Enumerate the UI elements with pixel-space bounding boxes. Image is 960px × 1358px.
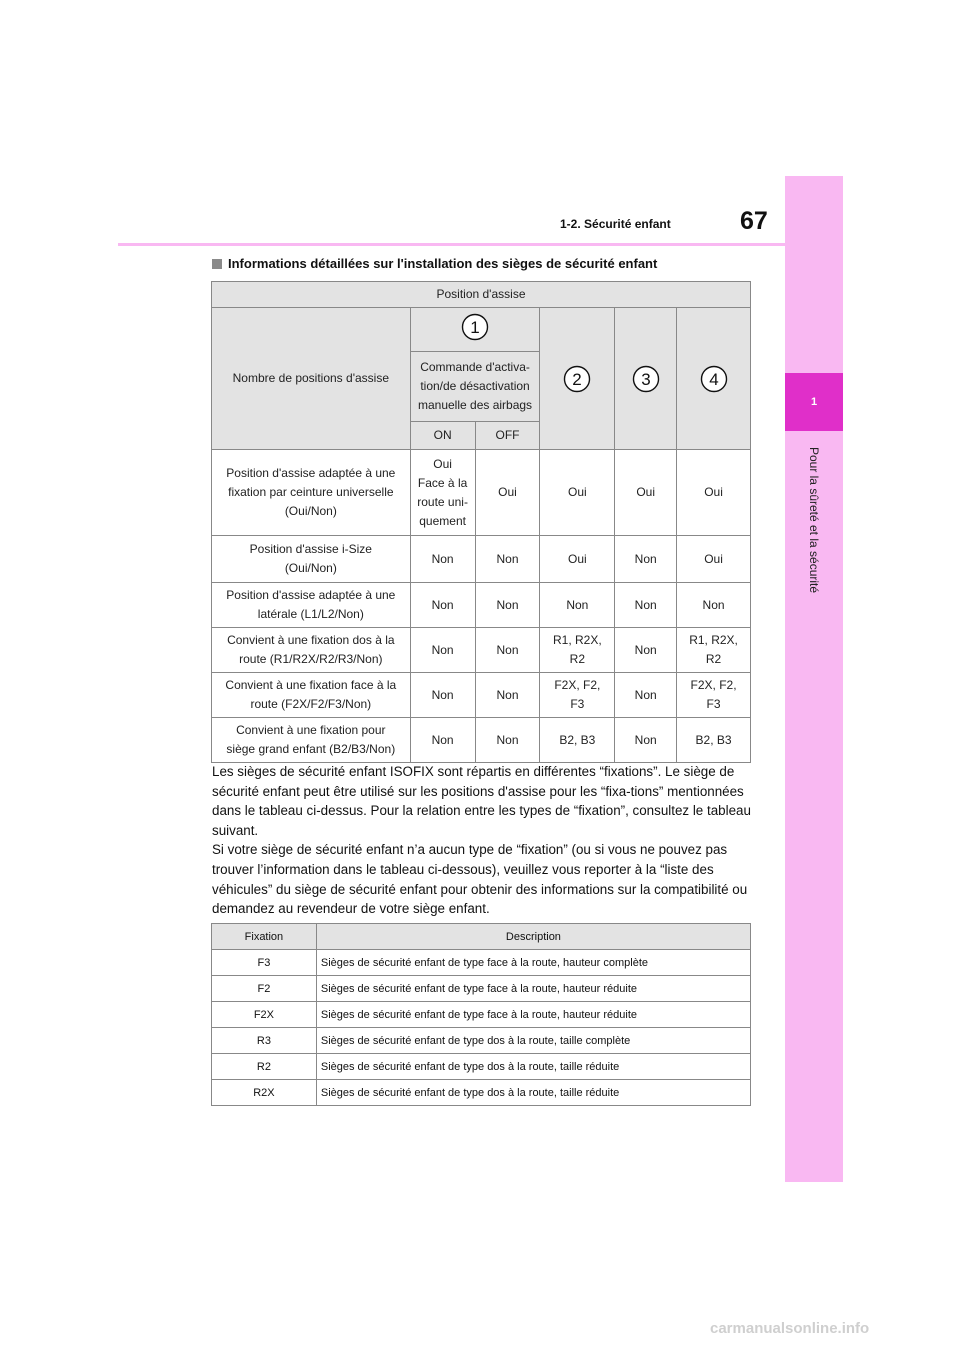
row-label: Position d'assise i-Size (Oui/Non) (212, 536, 411, 583)
row-label: Position d'assise adaptée à une fixation par ceinture universelle (Oui/Non) (212, 450, 411, 536)
seat-4-number: 4 (708, 369, 719, 389)
cell-off: Non (475, 583, 540, 628)
row-label: Position d'assise adaptée à une latérale (L1/L2/Non) (212, 583, 411, 628)
table-row (212, 673, 751, 718)
airbag-line-3: manuelle des airbags (417, 398, 533, 412)
table-row (212, 583, 751, 628)
fixation-code: R2 (212, 1054, 317, 1080)
fixation-description: Sièges de sécurité enfant de type face à la route, hauteur complète (316, 950, 750, 976)
cell-off: Non (475, 536, 540, 583)
cell-seat-4: B2, B3 (677, 718, 751, 763)
fixation-code: F3 (212, 950, 317, 976)
airbag-control-header (410, 352, 540, 422)
chapter-number-box (785, 373, 843, 431)
table-row (212, 536, 751, 583)
cell-seat-3: Non (615, 536, 677, 583)
cell-on: Non (410, 583, 475, 628)
heading-bullet-icon (212, 259, 222, 269)
cell-on: Oui Face à la route uni- quement (410, 450, 475, 536)
fixation-description: Sièges de sécurité enfant de type dos à la route, taille réduite (316, 1054, 750, 1080)
cell-seat-3: Non (615, 583, 677, 628)
cell-seat-4: R1, R2X, R2 (677, 628, 751, 673)
table-row (212, 450, 751, 536)
heading-text: Informations détaillées sur l'installation des sièges de sécurité enfant (228, 256, 658, 271)
seat-3-number: 3 (640, 369, 651, 389)
cell-seat-2: R1, R2X, R2 (540, 628, 615, 673)
page-number: 67 (740, 207, 768, 235)
cell-seat-3: Oui (615, 450, 677, 536)
table-row (212, 976, 751, 1002)
paragraph-1: Les sièges de sécurité enfant ISOFIX sont répartis en différentes “fixations”. Le siège de sécurité enfant peut être utilisé sur les positions d'assise pour les “fixa-tions” mentionnées dans le tableau ci-dessus. Pour la relation entre les types de “fixation”, consultez le tableau suivant. (212, 764, 751, 838)
chapter-side-tab (785, 176, 843, 1182)
cell-seat-3: Non (615, 673, 677, 718)
seat-compatibility-table (211, 281, 751, 763)
cell-seat-3: Non (615, 718, 677, 763)
seat-2-number: 2 (572, 369, 583, 389)
cell-seat-4: Non (677, 583, 751, 628)
section-heading (212, 256, 657, 271)
fixation-table (211, 923, 751, 1106)
seat-1-number-icon (461, 313, 489, 341)
seat-1-number-cell (410, 308, 540, 352)
watermark: carmanualsonline.info (710, 1320, 870, 1337)
cell-seat-2: B2, B3 (540, 718, 615, 763)
section-reference: 1-2. Sécurité enfant (560, 217, 671, 231)
seat-3-number-icon (632, 365, 660, 393)
table-row (212, 718, 751, 763)
row-label: Convient à une fixation pour siège grand enfant (B2/B3/Non) (212, 718, 411, 763)
fixation-code: R2X (212, 1080, 317, 1106)
position-header: Position d'assise (212, 282, 751, 308)
cell-off: Non (475, 718, 540, 763)
cell-seat-3: Non (615, 628, 677, 673)
chapter-label: Pour la sûreté et la sécurité (807, 446, 821, 594)
seat-count-label: Nombre de positions d'assise (212, 308, 411, 450)
cell-on: Non (410, 536, 475, 583)
fixation-header: Fixation (212, 924, 317, 950)
fixation-description: Sièges de sécurité enfant de type dos à la route, taille réduite (316, 1080, 750, 1106)
cell-seat-2: Oui (540, 450, 615, 536)
fixation-code: R3 (212, 1028, 317, 1054)
table-row (212, 1054, 751, 1080)
seat-1-number: 1 (470, 317, 480, 337)
table-row (212, 1080, 751, 1106)
row-label: Convient à une fixation face à la route (F2X/F2/F3/Non) (212, 673, 411, 718)
airbag-off-label: OFF (475, 422, 540, 450)
fixation-description: Sièges de sécurité enfant de type dos à la route, taille complète (316, 1028, 750, 1054)
fixation-code: F2X (212, 1002, 317, 1028)
row-label: Convient à une fixation dos à la route (R1/R2X/R2/R3/Non) (212, 628, 411, 673)
paragraph-2: Si votre siège de sécurité enfant n’a aucun type de “fixation” (ou si vous ne pouvez pas trouver l’information dans le tableau ci-dessous), veuillez vous reporter à la “liste des véhicules” du siège de sécurité enfant pour obtenir des informations sur la compatibilité ou demandez au revendeur de votre siège enfant. (212, 842, 748, 917)
airbag-line-1: Commande d'activa- (420, 360, 530, 374)
cell-seat-2: Oui (540, 536, 615, 583)
description-header: Description (316, 924, 750, 950)
cell-off: Non (475, 628, 540, 673)
seat-2-number-icon (563, 365, 591, 393)
cell-on: Non (410, 673, 475, 718)
fixation-description: Sièges de sécurité enfant de type face à la route, hauteur réduite (316, 976, 750, 1002)
fixation-description: Sièges de sécurité enfant de type face à la route, hauteur réduite (316, 1002, 750, 1028)
table-row (212, 1028, 751, 1054)
seat-4-number-icon (700, 365, 728, 393)
cell-off: Non (475, 673, 540, 718)
cell-on: Non (410, 718, 475, 763)
cell-seat-4: F2X, F2, F3 (677, 673, 751, 718)
seat-4-number-cell (677, 308, 751, 450)
cell-seat-4: Oui (677, 536, 751, 583)
cell-seat-2: Non (540, 583, 615, 628)
header-rule (118, 243, 785, 246)
seat-3-number-cell (615, 308, 677, 450)
body-paragraph (212, 762, 752, 919)
cell-seat-4: Oui (677, 450, 751, 536)
airbag-on-label: ON (410, 422, 475, 450)
seat-2-number-cell (540, 308, 615, 450)
chapter-number: 1 (810, 396, 818, 408)
cell-off: Oui (475, 450, 540, 536)
fixation-code: F2 (212, 976, 317, 1002)
table-row (212, 950, 751, 976)
cell-seat-2: F2X, F2, F3 (540, 673, 615, 718)
airbag-line-2: tion/de désactivation (420, 379, 530, 393)
table-row (212, 1002, 751, 1028)
table-row (212, 628, 751, 673)
cell-on: Non (410, 628, 475, 673)
